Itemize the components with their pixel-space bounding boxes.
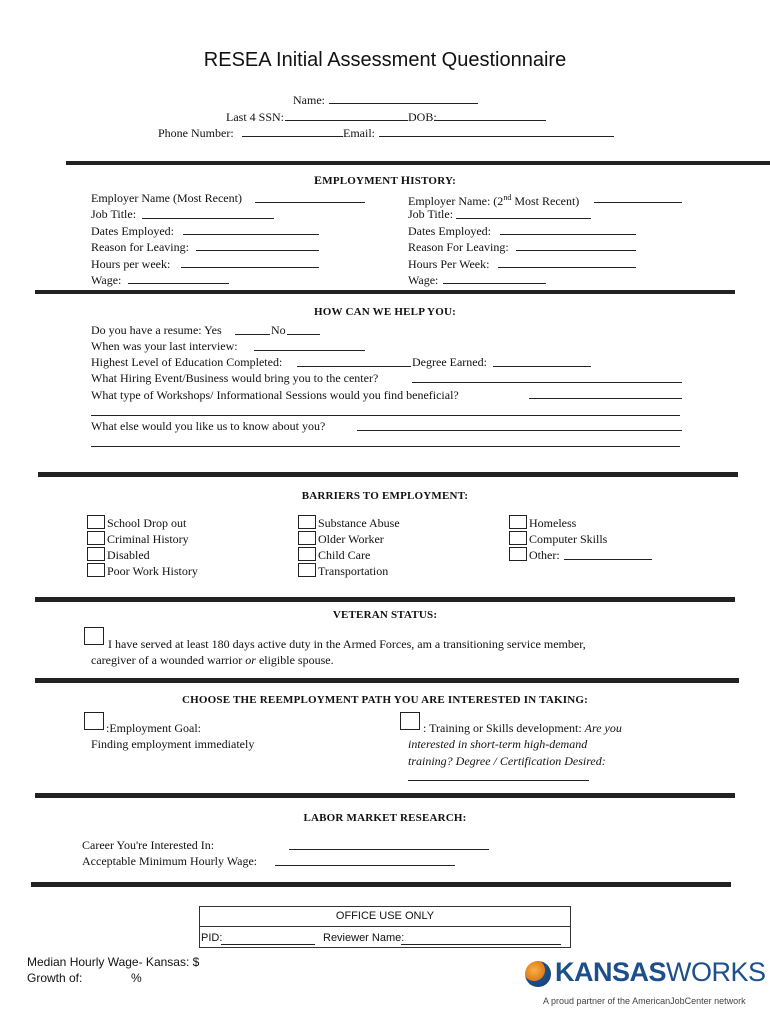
- wage-2-label: Wage:: [408, 273, 439, 287]
- barrier-label: Child Care: [318, 548, 371, 562]
- workshops-field-2[interactable]: [91, 415, 680, 416]
- employment-heading: EMPLOYMENT HISTORY:: [314, 173, 456, 187]
- degree-field[interactable]: [493, 366, 591, 367]
- employment-goal-desc: Finding employment immediately: [91, 737, 255, 751]
- section-divider: [35, 678, 739, 683]
- checkbox-transportation[interactable]: [298, 563, 316, 577]
- other-barrier-field[interactable]: [564, 559, 652, 560]
- page-title: RESEA Initial Assessment Questionnaire: [203, 49, 567, 71]
- employer-2-name-label: Employer Name: (2nd Most Recent): [408, 193, 580, 208]
- path-heading: CHOOSE THE REEMPLOYMENT PATH YOU ARE INTERESTED IN TAKING:: [181, 694, 589, 706]
- office-use-heading: OFFICE USE ONLY: [200, 907, 570, 927]
- hours-per-week-2-label: Hours Per Week:: [408, 257, 490, 271]
- barriers-heading: BARRIERS TO EMPLOYMENT:: [301, 490, 469, 502]
- median-wage-label: Median Hourly Wage- Kansas: $: [27, 955, 200, 969]
- dob-field[interactable]: [434, 120, 546, 121]
- checkbox-veteran[interactable]: [84, 627, 104, 645]
- email-label: Email:: [343, 126, 375, 140]
- resume-yes-field[interactable]: [235, 334, 270, 335]
- reviewer-label: Reviewer Name:: [323, 932, 405, 944]
- name-label: Name:: [293, 93, 325, 107]
- barrier-label: School Drop out: [107, 516, 187, 530]
- ssn-field[interactable]: [285, 120, 408, 121]
- interview-label: When was your last interview:: [91, 339, 238, 353]
- checkbox-criminal-history[interactable]: [87, 531, 105, 545]
- training-desc-2: training? Degree / Certification Desired:: [408, 754, 606, 768]
- education-field[interactable]: [297, 366, 411, 367]
- hiring-event-label: What Hiring Event/Business would bring you to the center?: [91, 371, 379, 385]
- checkbox-older-worker[interactable]: [298, 531, 316, 545]
- office-use-box: [199, 906, 571, 948]
- ssn-label: Last 4 SSN:: [226, 110, 285, 124]
- dates-employed-2-label: Dates Employed:: [408, 224, 491, 238]
- checkbox-substance-abuse[interactable]: [298, 515, 316, 529]
- wage-field[interactable]: [128, 283, 229, 284]
- checkbox-homeless[interactable]: [509, 515, 527, 529]
- reviewer-field[interactable]: [401, 944, 561, 945]
- barrier-label: Criminal History: [107, 532, 189, 546]
- employer-name-label: Employer Name (Most Recent): [91, 191, 242, 205]
- job-title-2-field[interactable]: [456, 218, 591, 219]
- section-divider: [66, 161, 770, 165]
- dob-label: DOB:: [408, 110, 437, 124]
- section-divider: [38, 472, 738, 477]
- else-label: What else would you like us to know about you?: [91, 419, 326, 433]
- barrier-label: Other:: [529, 548, 560, 562]
- resume-label: Do you have a resume: Yes: [91, 323, 222, 337]
- section-divider: [35, 597, 735, 602]
- barrier-label: Disabled: [107, 548, 150, 562]
- brand-logo: KANSASWORKS: [555, 957, 766, 987]
- labor-heading: LABOR MARKET RESEARCH:: [303, 812, 467, 824]
- reason-leaving-2-field[interactable]: [516, 250, 636, 251]
- workshops-field[interactable]: [529, 398, 682, 399]
- employer-name-field[interactable]: [255, 202, 365, 203]
- reason-leaving-field[interactable]: [196, 250, 319, 251]
- growth-label: Growth of:: [27, 971, 83, 985]
- checkbox-poor-work-history[interactable]: [87, 563, 105, 577]
- barrier-label: Poor Work History: [107, 564, 198, 578]
- pid-field[interactable]: [221, 944, 315, 945]
- career-label: Career You're Interested In:: [82, 838, 215, 852]
- resume-no-field[interactable]: [287, 334, 320, 335]
- checkbox-training[interactable]: [400, 712, 420, 730]
- job-title-2-label: Job Title:: [408, 207, 454, 221]
- barrier-label: Homeless: [529, 516, 577, 530]
- veteran-statement: I have served at least 180 days active duty in the Armed Forces, am a transitioning service member,: [108, 637, 586, 651]
- employer-2-name-field[interactable]: [594, 202, 682, 203]
- min-wage-label: Acceptable Minimum Hourly Wage:: [82, 854, 258, 868]
- checkbox-computer-skills[interactable]: [509, 531, 527, 545]
- dates-employed-field[interactable]: [183, 234, 319, 235]
- barrier-label: Substance Abuse: [318, 516, 400, 530]
- else-field-2[interactable]: [91, 446, 680, 447]
- reason-leaving-label: Reason for Leaving:: [91, 240, 189, 254]
- hours-per-week-label: Hours per week:: [91, 257, 171, 271]
- wage-2-field[interactable]: [443, 283, 546, 284]
- training-desc: interested in short-term high-demand: [408, 737, 588, 751]
- section-divider: [31, 882, 731, 887]
- section-divider: [35, 290, 735, 294]
- phone-field[interactable]: [242, 136, 343, 137]
- degree-desired-field[interactable]: [408, 780, 589, 781]
- veteran-heading: VETERAN STATUS:: [332, 609, 438, 621]
- training-label: : Training or Skills development: Are you: [423, 721, 622, 735]
- dates-employed-2-field[interactable]: [500, 234, 636, 235]
- min-wage-field[interactable]: [275, 865, 455, 866]
- job-title-label: Job Title:: [91, 207, 137, 221]
- resume-no-label: No: [271, 323, 286, 337]
- employment-goal-label: :Employment Goal:: [106, 721, 201, 735]
- brand-tagline: A proud partner of the AmericanJobCenter network: [543, 996, 746, 1006]
- wage-label: Wage:: [91, 273, 122, 287]
- veteran-statement-2: caregiver of a wounded warrior or eligible spouse.: [91, 653, 334, 667]
- degree-label: Degree Earned:: [412, 355, 487, 369]
- barrier-label: Transportation: [318, 564, 389, 578]
- email-field[interactable]: [379, 136, 614, 137]
- kansasworks-logo-icon: [525, 961, 551, 987]
- checkbox-school-drop-out[interactable]: [87, 515, 105, 529]
- career-field[interactable]: [289, 849, 489, 850]
- checkbox-child-care[interactable]: [298, 547, 316, 561]
- hiring-event-field[interactable]: [412, 382, 682, 383]
- name-field[interactable]: [329, 103, 478, 104]
- workshops-label: What type of Workshops/ Informational Sessions would you find beneficial?: [91, 388, 459, 402]
- pid-label: PID:: [201, 932, 223, 944]
- hours-per-week-field[interactable]: [181, 267, 319, 268]
- education-label: Highest Level of Education Completed:: [91, 355, 283, 369]
- hours-per-week-2-field[interactable]: [498, 267, 636, 268]
- else-field[interactable]: [357, 430, 682, 431]
- reason-leaving-2-label: Reason For Leaving:: [408, 240, 509, 254]
- checkbox-employment-goal[interactable]: [84, 712, 104, 730]
- section-divider: [35, 793, 735, 798]
- checkbox-other[interactable]: [509, 547, 527, 561]
- phone-label: Phone Number:: [158, 126, 234, 140]
- help-heading: HOW CAN WE HELP YOU:: [314, 306, 456, 318]
- checkbox-disabled[interactable]: [87, 547, 105, 561]
- dates-employed-label: Dates Employed:: [91, 224, 174, 238]
- job-title-field[interactable]: [142, 218, 274, 219]
- interview-field[interactable]: [254, 350, 365, 351]
- barrier-label: Computer Skills: [529, 532, 608, 546]
- growth-percent: %: [131, 971, 142, 985]
- barrier-label: Older Worker: [318, 532, 384, 546]
